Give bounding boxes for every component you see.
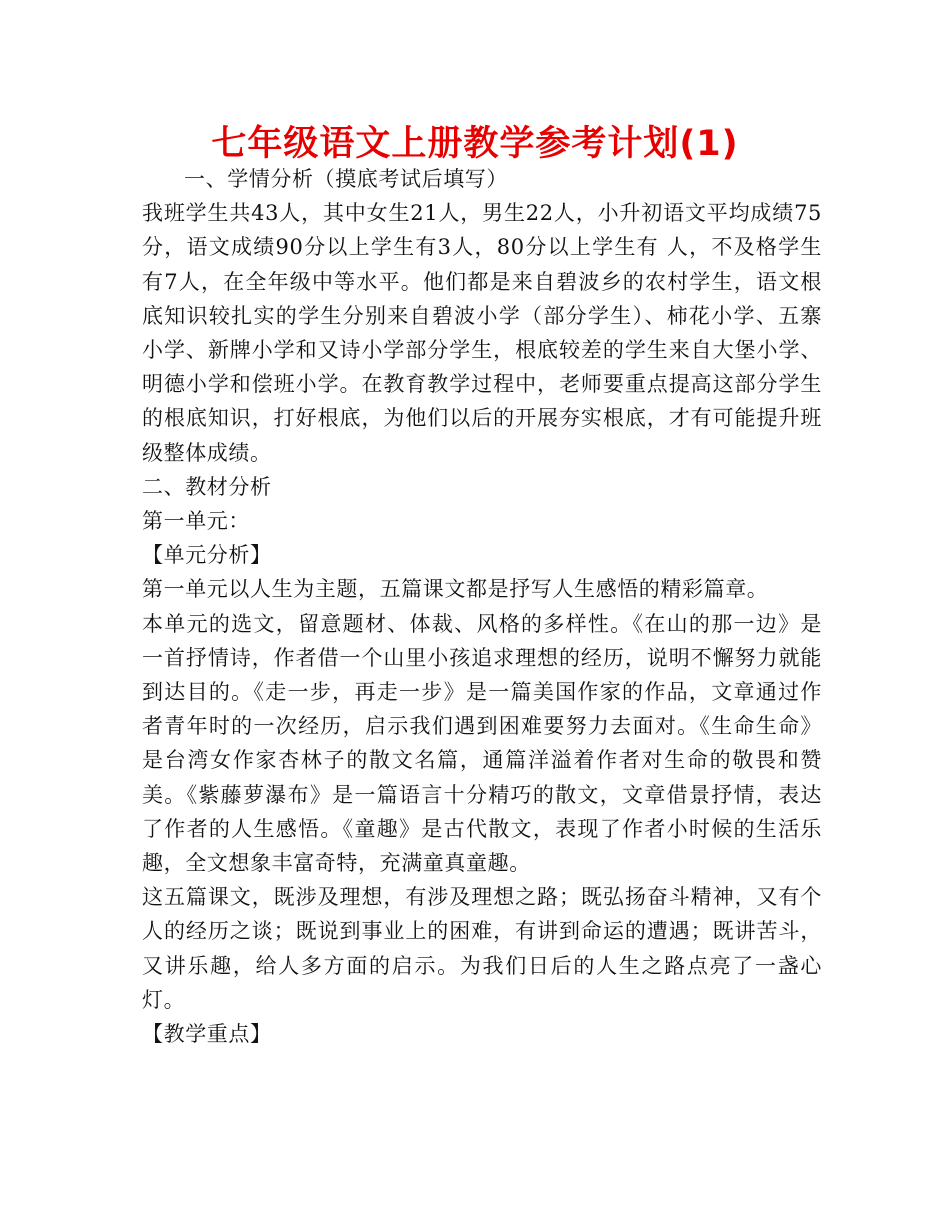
document-title: 七年级语文上册教学参考计划(1)	[211, 124, 739, 164]
subheading-unit-analysis: 【单元分析】	[142, 543, 272, 568]
document-body	[142, 162, 822, 1051]
subheading-teaching-focus: 【教学重点】	[142, 1022, 272, 1047]
paragraph-unit-theme: 第一单元以人生为主题，五篇课文都是抒写人生感悟的精彩篇章。	[142, 577, 769, 602]
paragraph-unit-summary: 这五篇课文，既涉及理想，有涉及理想之路；既弘扬奋斗精神，又有个人的经历之谈；既说到事业上的困难，有讲到命运的遭遇；既讲苦斗，又讲乐趣，给人多方面的启示。为我们日后的人生之路点亮了一盏心灯。	[142, 885, 822, 1012]
paragraph-student-analysis: 我班学生共43人，其中女生21人，男生22人，小升初语文平均成绩75分，语文成绩90分以上学生有3人，80分以上学生有 人，不及格学生有7人，在全年级中等水平。他们都是来自碧波乡的农村学生，语文根底知识较扎实的学生分别来自碧波小学（部分学生）、柿花小学、五寨小学、新牌小学和又诗小学部分学生，根底较差的学生来自大堡小学、明德小学和偿班小学。在教育教学过程中，老师要重点提高这部分学生的根底知识，打好根底，为他们以后的开展夯实根底，才有可能提升班级整体成绩。	[142, 201, 822, 465]
unit-heading: 第一单元：	[142, 509, 250, 534]
section-heading-student-analysis: 一、学情分析（摸底考试后填写）	[184, 167, 508, 191]
section-heading-textbook-analysis: 二、教材分析	[142, 474, 272, 499]
paragraph-unit-texts: 本单元的选文，留意题材、体裁、风格的多样性。《在山的那一边》是一首抒情诗，作者借一个山里小孩追求理想的经历，说明不懈努力就能到达目的。《走一步，再走一步》是一篇美国作家的作品，文章通过作者青年时的一次经历，启示我们遇到困难要努力去面对。《生命生命》是台湾女作家杏林子的散文名篇，通篇洋溢着作者对生命的敬畏和赞美。《紫藤萝瀑布》是一篇语言十分精巧的散文，文章借景抒情，表达了作者的人生感悟。《童趣》是古代散文，表现了作者小时候的生活乐趣，全文想象丰富奇特，充满童真童趣。	[142, 611, 822, 876]
